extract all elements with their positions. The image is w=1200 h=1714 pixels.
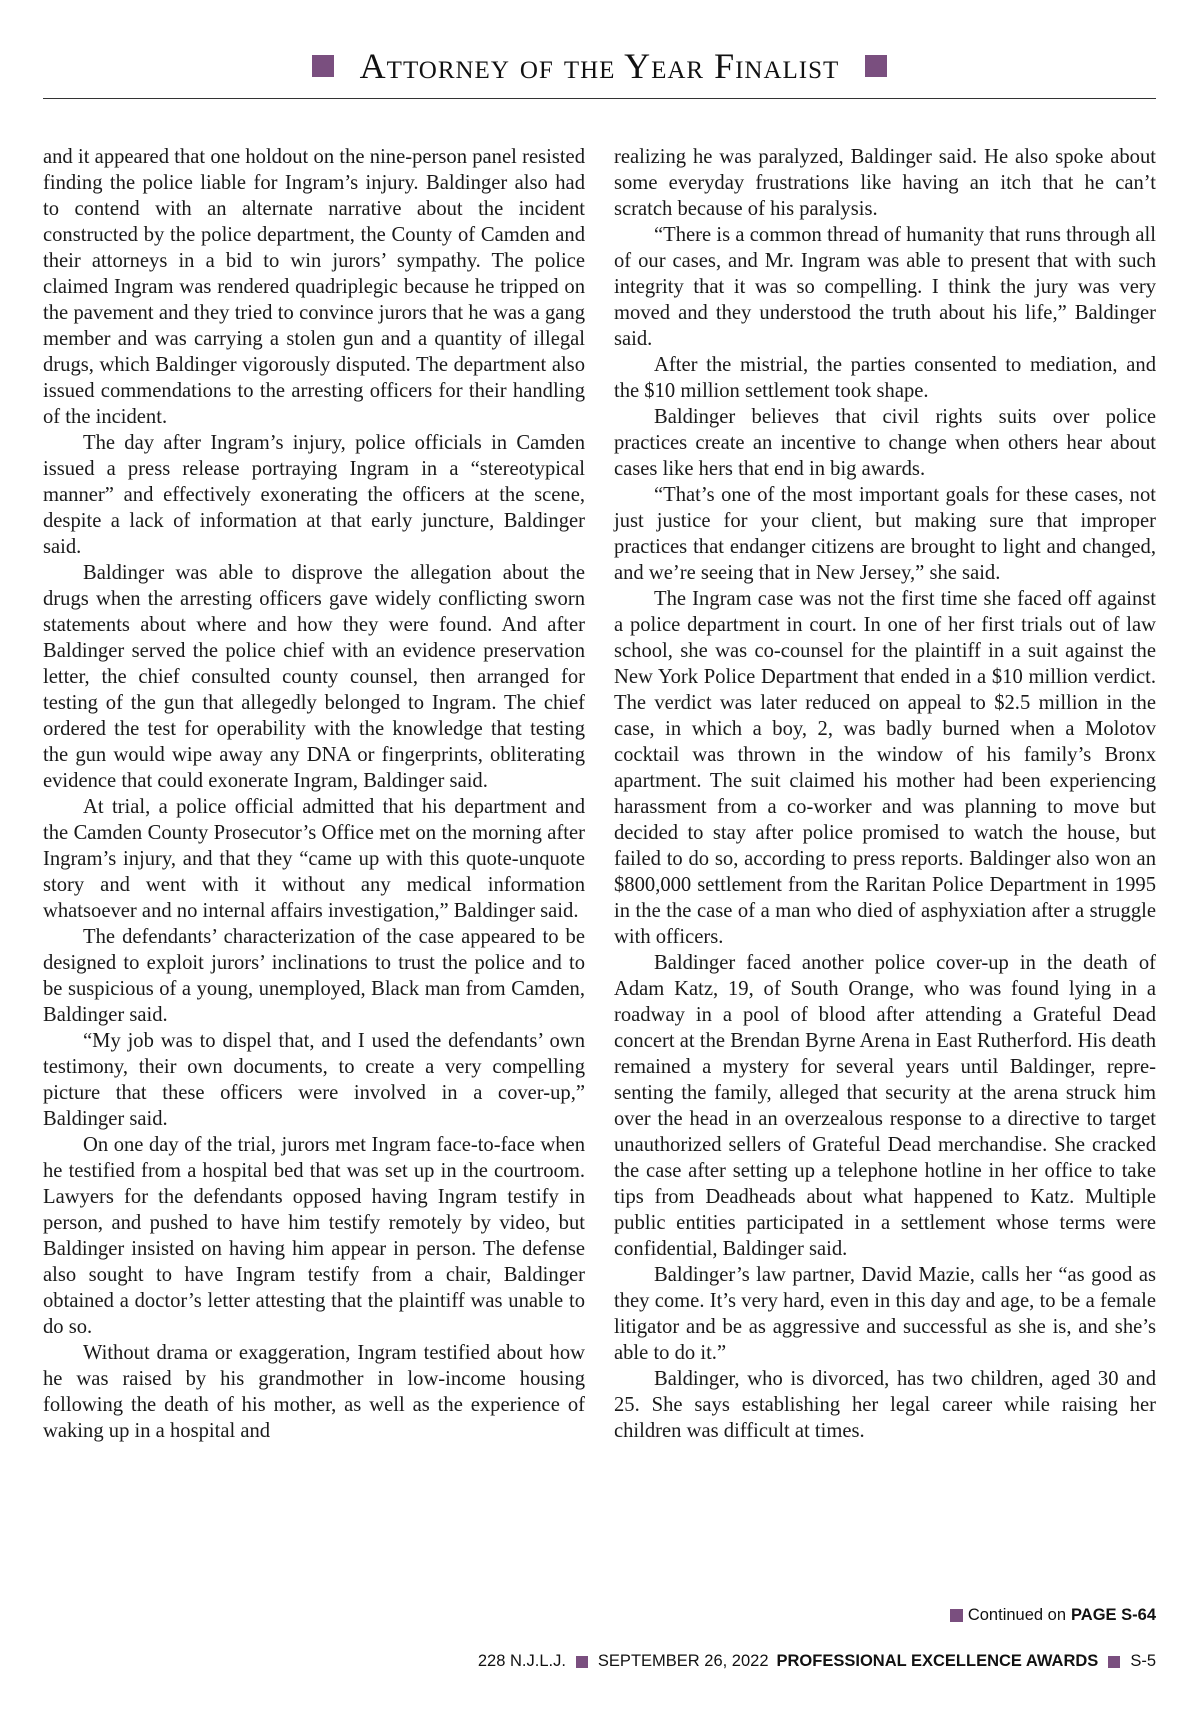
paragraph: The defendants’ characterization of the case appeared to be designed to exploit jurors’ inclinations to trust the police and to be suspicious of a young, unemployed, Black man from Camden, Baldinger said. bbox=[43, 926, 585, 1026]
header-square-left-icon bbox=[312, 55, 334, 77]
paragraph: Baldinger faced another police cover-up in the death of Adam Katz, 19, of South Orange, who was found lying in a roadway in a pool of blood after attending a Grateful Dead concert at the Brendan Byrne Arena in East Rutherford. His death remained a mystery for several years until Baldinger, representing the family, alleged that security at the arena struck him over the head in an overzealous response to a directive to target unauthorized sellers of Grateful Dead merchandise. She cracked the case after setting up a telephone hotline in her office to take tips from Deadheads about what happened to Katz. Multiple public entities participated in a settlement whose terms were confidential, Baldinger said. bbox=[614, 952, 1156, 1260]
left-column bbox=[43, 144, 585, 1444]
page-footer bbox=[43, 1652, 1156, 1671]
continued-note bbox=[614, 1606, 1156, 1625]
footer-square-icon bbox=[576, 1656, 588, 1668]
right-column bbox=[614, 144, 1156, 1444]
paragraph: Without drama or exaggeration, Ingram testified about how he was raised by his grandmother in low-income housing following the death of his mother, as well as the experience of waking up in a hospital and bbox=[43, 1342, 585, 1442]
header-square-right-icon bbox=[865, 55, 887, 77]
footer-section: PROFESSIONAL EXCELLENCE AWARDS bbox=[776, 1652, 1099, 1670]
paragraph: After the mistrial, the parties consented to mediation, and the $10 million settlement took shape. bbox=[614, 354, 1156, 402]
paragraph: The Ingram case was not the first time she faced off against a police department in court. In one of her first trials out of law school, she was co-counsel for the plaintiff in a suit against the New York Police Department that ended in a $10 million verdict. The verdict was later reduced on appeal to $2.5 million in the case, in which a boy, 2, was badly burned when a Molotov cocktail was thrown in the window of his family’s Bronx apartment. The suit claimed his mother had been experiencing harassment from a co-worker and was planning to move but decided to stay after police promised to watch the house, but failed to do so, according to press reports. Baldinger also won an $800,000 settlement from the Raritan Police Department in 1995 in the the case of a man who died of asphyxiation after a struggle with officers. bbox=[614, 588, 1156, 948]
paragraph: Baldinger’s law partner, David Mazie, calls her “as good as they come. It’s very hard, even in this day and age, to be a female litigator and be as aggressive and successful as she is, and she’s able to do it.” bbox=[614, 1264, 1156, 1364]
continued-square-icon bbox=[950, 1609, 963, 1622]
paragraph: and it appeared that one holdout on the nine-person panel resisted finding the police liable for Ingram’s injury. Baldinger also had to contend with an alternate narrative about the incident constructed by the police department, the County of Camden and their attorneys in a bid to win jurors’ sympathy. The police claimed Ingram was rendered quadriplegic because he tripped on the pavement and they tried to convince jurors that he was a gang member and was carrying a stolen gun and a quantity of illegal drugs, which Baldinger vigorously disputed. The department also issued commendations to the arresting officers for their handling of the incident. bbox=[43, 146, 585, 428]
paragraph: realizing he was paralyzed, Baldinger said. He also spoke about some everyday frustrations like having an itch that he can’t scratch because of his paralysis. bbox=[614, 146, 1156, 220]
continued-page: PAGE S-64 bbox=[1071, 1606, 1156, 1624]
paragraph: “That’s one of the most important goals for these cases, not just justice for your client, but making sure that improper practices that endanger citizens are brought to light and changed, and we’re seeing that in New Jersey,” she said. bbox=[614, 484, 1156, 584]
paragraph: At trial, a police official admitted that his department and the Camden County Prosecutor’s Office met on the morning after Ingram’s injury, and that they “came up with this quote-unquote story and went with it without any medical information whatsoever and no internal affairs investigation,” Baldinger said. bbox=[43, 796, 585, 922]
footer-square-icon bbox=[1108, 1656, 1120, 1668]
paragraph: Baldinger, who is divorced, has two children, aged 30 and 25. She says establishing her legal career while raising her children was difficult at times. bbox=[614, 1368, 1156, 1442]
paragraph: Baldinger was able to disprove the allegation about the drugs when the arresting officers gave widely conflicting sworn statements about where and how they were found. And after Baldinger served the police chief with an evidence preservation letter, the chief consulted county counsel, then arranged for testing of the gun that allegedly belonged to Ingram. The chief ordered the test for operability with the knowledge that testing the gun would wipe away any DNA or fingerprints, obliterating evidence that could exonerate Ingram, Baldinger said. bbox=[43, 562, 585, 792]
section-header bbox=[43, 34, 1156, 99]
paragraph: “There is a common thread of humanity that runs through all of our cases, and Mr. Ingram was able to present that with such integrity that it was so compelling. I think the jury was very moved and they understood the truth about his life,” Baldinger said. bbox=[614, 224, 1156, 350]
footer-volume: 228 N.J.L.J. bbox=[477, 1652, 566, 1670]
footer-page-number: S-5 bbox=[1130, 1652, 1156, 1670]
footer-date: SEPTEMBER 26, 2022 bbox=[597, 1652, 769, 1670]
paragraph: “My job was to dispel that, and I used the defendants’ own testimony, their own documents, to create a very compelling picture that these officers were involved in a cover-up,” Baldinger said. bbox=[43, 1030, 585, 1130]
paragraph: Baldinger believes that civil rights suits over police practices create an incentive to change when others hear about cases like hers that end in big awards. bbox=[614, 406, 1156, 480]
continued-prefix: Continued on bbox=[967, 1606, 1067, 1624]
header-title: Attorney of the Year Finalist bbox=[359, 46, 840, 86]
paragraph: The day after Ingram’s injury, police officials in Camden issued a press release portraying Ingram in a “stereotypical manner” and effectively exonerating the officers at the scene, despite a lack of information at that early juncture, Baldinger said. bbox=[43, 432, 585, 558]
paragraph: On one day of the trial, jurors met Ingram face-to-face when he testified from a hospital bed that was set up in the courtroom. Lawyers for the defendants opposed having Ingram testify in person, and pushed to have him testify remotely by video, but Baldinger insisted on having him appear in person. The defense also sought to have Ingram testify from a chair, Baldinger obtained a doctor’s letter attesting that the plaintiff was unable to do so. bbox=[43, 1134, 585, 1338]
